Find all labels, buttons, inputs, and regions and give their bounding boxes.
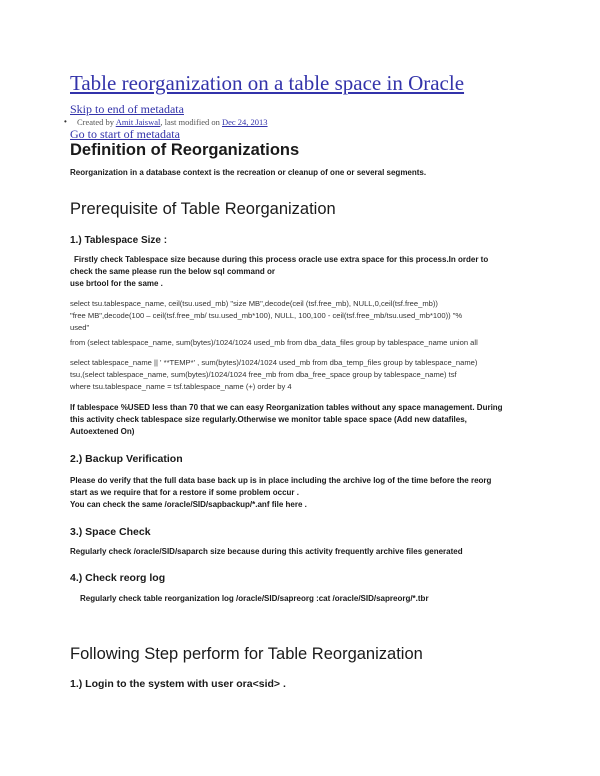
space-check-line-1: Regularly check /oracle/SID/saparch size because during this activity frequently archive files generated bbox=[70, 547, 463, 556]
note-line-3: Autoextened On) bbox=[70, 427, 135, 436]
sql-2-line-2: tsu,(select tablespace_name, sum(bytes)/1024/1024 free_mb from dba_free_space group by tablespace_name) tsf bbox=[70, 370, 457, 379]
reorg-log-line-1: Regularly check table reorganization log /oracle/SID/sapreorg :cat /oracle/SID/sapreorg/*.tbr bbox=[80, 594, 429, 603]
sql-1-line-4: from (select tablespace_name, sum(bytes)/1024/1024 used_mb from dba_data_files group by tablespace_name union all bbox=[70, 338, 478, 347]
prerequisite-heading: Prerequisite of Table Reorganization bbox=[70, 200, 336, 218]
definition-text: Reorganization in a database context is the recreation or cleanup of one or several segments. bbox=[70, 168, 427, 177]
following-steps-heading: Following Step perform for Table Reorganization bbox=[70, 645, 423, 663]
backup-verification-heading: 2.) Backup Verification bbox=[70, 453, 183, 465]
space-check-heading: 3.) Space Check bbox=[70, 526, 151, 538]
tablespace-size-heading: 1.) Tablespace Size : bbox=[70, 235, 168, 246]
note-line-1: If tablespace %USED less than 70 that we can easy Reorganization tables without any space management. During bbox=[70, 403, 503, 412]
metadata-line bbox=[77, 117, 268, 127]
sql-2-line-1: select tablespace_name || ' **TEMP*' , sum(bytes)/1024/1024 used_mb from dba_temp_files group by tablespace_name) bbox=[70, 358, 478, 367]
definition-heading: Definition of Reorganizations bbox=[70, 141, 300, 159]
backup-line-2: start as we require that for a restore if some problem occur . bbox=[70, 488, 299, 497]
sql-1-line-1: select tsu.tablespace_name, ceil(tsu.used_mb) "size MB",decode(ceil (tsf.free_mb), NULL,0,ceil(tsf.free_mb)) bbox=[70, 299, 438, 308]
meta-modified: , last modified on bbox=[160, 117, 220, 127]
go-to-start-link[interactable]: Go to start of metadata bbox=[70, 127, 180, 141]
tablespace-line-3: use brtool for the same . bbox=[70, 279, 163, 288]
modified-date-link[interactable]: Dec 24, 2013 bbox=[221, 117, 268, 127]
check-reorg-log-heading: 4.) Check reorg log bbox=[70, 572, 166, 584]
skip-to-end-link[interactable]: Skip to end of metadata bbox=[70, 102, 184, 116]
backup-line-1: Please do verify that the full data base back up is in place including the archive log of the time before the reorg bbox=[70, 476, 492, 485]
author-link[interactable]: Amit Jaiswal bbox=[115, 117, 161, 127]
sql-1-line-3: used" bbox=[70, 323, 90, 332]
sql-1-line-2: "free MB",decode(100 – ceil(tsf.free_mb/ tsu.used_mb*100), NULL, 100,100 - ceil(tsf.free_mb/tsu.used_mb*100)) "% bbox=[70, 311, 463, 320]
sql-2-line-3: where tsu.tablespace_name = tsf.tablespace_name (+) order by 4 bbox=[70, 382, 292, 391]
step-1-login: 1.) Login to the system with user ora<sid> . bbox=[70, 678, 286, 690]
meta-created-by: Created by bbox=[77, 117, 115, 127]
tablespace-line-1: Firstly check Tablespace size because during this process oracle use extra space for this process.In order to bbox=[74, 255, 489, 264]
note-line-2: this activity check tablespace size regularly.Otherwise we monitor table space space (Add new datafiles, bbox=[70, 415, 467, 424]
bullet-icon: • bbox=[64, 117, 67, 126]
backup-line-3: You can check the same /oracle/SID/sapbackup/*.anf file here . bbox=[70, 500, 307, 509]
page-title[interactable]: Table reorganization on a table space in Oracle bbox=[70, 71, 465, 95]
tablespace-line-2: check the same please run the below sql command or bbox=[70, 267, 275, 276]
